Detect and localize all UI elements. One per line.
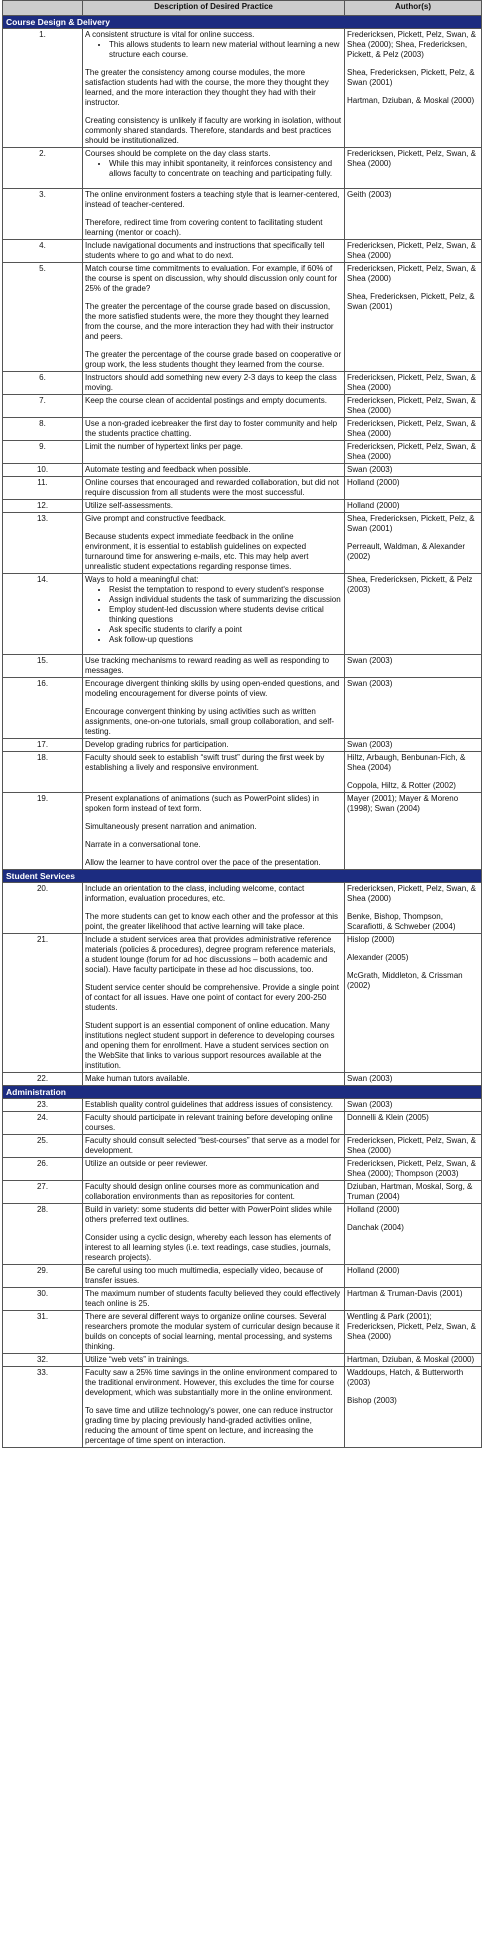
- table-row: [3, 739, 482, 752]
- practice-number: 15.: [3, 655, 83, 678]
- author-citation: Hartman, Dziuban, & Moskal (2000): [347, 1355, 475, 1364]
- author-citation: Benke, Bishop, Thompson, Scarafiotti, & Schweber (2004): [347, 912, 456, 931]
- practice-number: 17.: [3, 739, 83, 752]
- author-citation: Holland (2000): [347, 501, 400, 510]
- description-paragraph: Creating consistency is unlikely if faculty are working in isolation, without commonly shared standards. Therefore, standards and best practices should be institutionalized.: [85, 116, 342, 145]
- practice-authors: [345, 1265, 482, 1288]
- practice-description: [83, 372, 345, 395]
- author-citation: Coppola, Hiltz, & Rotter (2002): [347, 781, 456, 790]
- author-citation: Fredericksen, Pickett, Pelz, Swan, & Shea (2000): [347, 1136, 476, 1155]
- practice-authors: [345, 1288, 482, 1311]
- bullet-item: • Ask specific students to clarify a point: [109, 625, 342, 635]
- description-paragraph: Be careful using too much multimedia, especially video, because of transfer issues.: [85, 1266, 323, 1285]
- practice-description: [83, 739, 345, 752]
- description-paragraph: Encourage divergent thinking skills by using open-ended questions, and modeling encouragement for diverse points of view.: [85, 679, 340, 698]
- practice-authors: [345, 29, 482, 148]
- practice-number: 25.: [3, 1135, 83, 1158]
- author-citation: Swan (2003): [347, 465, 393, 474]
- practice-authors: [345, 574, 482, 655]
- practice-authors: [345, 1112, 482, 1135]
- practice-description: [83, 441, 345, 464]
- description-paragraph: Instructors should add something new every 2-3 days to keep the class moving.: [85, 373, 337, 392]
- section-heading-row: [3, 1086, 482, 1099]
- practice-authors: [345, 263, 482, 372]
- practice-description: [83, 1265, 345, 1288]
- practice-authors: [345, 500, 482, 513]
- practice-number: 22.: [3, 1073, 83, 1086]
- practice-description: [83, 1158, 345, 1181]
- table-row: [3, 1288, 482, 1311]
- practice-authors: [345, 1367, 482, 1448]
- description-paragraph: Student service center should be comprehensive. Provide a single point of contact for all issues. Have one point of contact for every 200-250 students.: [85, 983, 339, 1012]
- practice-authors: [345, 477, 482, 500]
- practice-number: 27.: [3, 1181, 83, 1204]
- practice-authors: [345, 441, 482, 464]
- section-heading: Course Design & Delivery: [3, 16, 482, 29]
- description-paragraph: Give prompt and constructive feedback.: [85, 514, 226, 523]
- practice-description: [83, 883, 345, 934]
- table-row: [3, 500, 482, 513]
- practice-description: [83, 1099, 345, 1112]
- practice-number: 26.: [3, 1158, 83, 1181]
- author-citation: Holland (2000): [347, 1266, 400, 1275]
- description-paragraph: Ways to hold a meaningful chat:: [85, 575, 199, 584]
- author-citation: Fredericksen, Pickett, Pelz, Swan, & Shea (2000): [347, 419, 476, 438]
- table-row: [3, 1158, 482, 1181]
- practice-number: 23.: [3, 1099, 83, 1112]
- practice-number: 6.: [3, 372, 83, 395]
- table-row: [3, 1204, 482, 1265]
- practice-description: [83, 1288, 345, 1311]
- practice-description: [83, 189, 345, 240]
- practice-authors: [345, 513, 482, 574]
- description-paragraph: The greater the percentage of the course grade based on cooperative or group work, the less students thought they learned from the course.: [85, 350, 342, 369]
- author-citation: Fredericksen, Pickett, Pelz, Swan, & Shea (2000): [347, 149, 476, 168]
- author-citation: McGrath, Middleton, & Crissman (2002): [347, 971, 463, 990]
- author-citation: Mayer (2001); Mayer & Moreno (1998); Swan (2004): [347, 794, 459, 813]
- table-row: [3, 263, 482, 372]
- practice-number: 24.: [3, 1112, 83, 1135]
- practices-table: [2, 0, 482, 1448]
- description-paragraph: Faculty should consult selected “best-courses” that serve as a model for development.: [85, 1136, 340, 1155]
- practice-authors: [345, 934, 482, 1073]
- practice-authors: [345, 148, 482, 189]
- section-heading: Student Services: [3, 870, 482, 883]
- description-paragraph: The greater the percentage of the course grade based on discussion, the more satisfied students were, the more they thought they learned from the course, and the more interaction they had with their instructor and peers.: [85, 302, 334, 341]
- author-citation: Bishop (2003): [347, 1396, 397, 1405]
- description-paragraph: Therefore, redirect time from covering content to facilitating student learning (mentor or coach).: [85, 218, 323, 237]
- table-row: [3, 395, 482, 418]
- practice-authors: [345, 1311, 482, 1354]
- description-paragraph: Because students expect immediate feedback in the online environment, it is essential to establish guidelines on expected turnaround time for answering e-mails, etc. This may help avert unrealistic student expectations regarding response times.: [85, 532, 309, 571]
- description-paragraph: The more students can get to know each other and the professor at this point, the greater likelihood that active learning will take place.: [85, 912, 339, 931]
- practice-description: [83, 1135, 345, 1158]
- practice-number: 28.: [3, 1204, 83, 1265]
- practice-description: [83, 263, 345, 372]
- practice-number: 3.: [3, 189, 83, 240]
- bullet-item: • While this may inhibit spontaneity, it reinforces consistency and allows faculty to concentrate on teaching and participating fully.: [109, 159, 342, 179]
- description-paragraph: Narrate in a conversational tone.: [85, 840, 201, 849]
- practices-document: [2, 0, 481, 1448]
- bullet-item: • Employ student-led discussion where students devise critical thinking questions: [109, 605, 342, 625]
- author-citation: Shea, Fredericksen, Pickett, Pelz, & Swan (2001): [347, 68, 475, 87]
- practice-number: 30.: [3, 1288, 83, 1311]
- author-citation: Alexander (2005): [347, 953, 409, 962]
- practice-number: 9.: [3, 441, 83, 464]
- author-citation: Hislop (2000): [347, 935, 395, 944]
- table-row: [3, 1265, 482, 1288]
- description-paragraph: A consistent structure is vital for online success.: [85, 30, 255, 39]
- description-paragraph: The greater the consistency among course modules, the more satisfaction students had with the course, the more they thought they learned, and the more interaction they thought they had with their instructor.: [85, 68, 329, 107]
- practice-number: 7.: [3, 395, 83, 418]
- table-row: [3, 148, 482, 189]
- table-row: [3, 29, 482, 148]
- description-paragraph: Online courses that encouraged and rewarded collaboration, but did not require discussion from all students were the most successful.: [85, 478, 339, 497]
- practice-description: [83, 500, 345, 513]
- description-paragraph: Use a non-graded icebreaker the first day to foster community and help the students practice chatting.: [85, 419, 338, 438]
- practice-description: [83, 1073, 345, 1086]
- table-row: [3, 678, 482, 739]
- practice-description: [83, 574, 345, 655]
- practice-description: [83, 418, 345, 441]
- practice-number: 21.: [3, 934, 83, 1073]
- author-citation: Swan (2003): [347, 740, 393, 749]
- description-paragraph: Establish quality control guidelines that address issues of consistency.: [85, 1100, 333, 1109]
- bullet-list: [85, 159, 342, 179]
- practice-description: [83, 29, 345, 148]
- author-citation: Fredericksen, Pickett, Pelz, Swan, & Shea (2000): [347, 373, 476, 392]
- author-citation: Fredericksen, Pickett, Pelz, Swan, & Shea (2000): [347, 241, 476, 260]
- description-paragraph: Include an orientation to the class, including welcome, contact information, evaluation procedures, etc.: [85, 884, 305, 903]
- description-paragraph: Make human tutors available.: [85, 1074, 190, 1083]
- description-paragraph: The maximum number of students faculty believed they could effectively teach online is 25.: [85, 1289, 341, 1308]
- author-citation: Fredericksen, Pickett, Pelz, Swan, & Shea (2000): [347, 442, 476, 461]
- practice-authors: [345, 1354, 482, 1367]
- practice-number: 12.: [3, 500, 83, 513]
- practice-description: [83, 793, 345, 870]
- description-paragraph: There are several different ways to organize online courses. Several researchers promote the modular system of curricular design because it builds on concepts of social learning, mental processing, and systems thinking.: [85, 1312, 340, 1351]
- table-body: [3, 16, 482, 1448]
- description-header: Description of Desired Practice: [83, 1, 345, 16]
- practice-number: 11.: [3, 477, 83, 500]
- practice-description: [83, 678, 345, 739]
- description-paragraph: Present explanations of animations (such as PowerPoint slides) in spoken form instead of text form.: [85, 794, 319, 813]
- practice-authors: [345, 464, 482, 477]
- table-row: [3, 1099, 482, 1112]
- practice-number: 18.: [3, 752, 83, 793]
- table-row: [3, 793, 482, 870]
- practice-authors: [345, 1181, 482, 1204]
- table-row: [3, 189, 482, 240]
- author-citation: Danchak (2004): [347, 1223, 404, 1232]
- practice-description: [83, 1181, 345, 1204]
- practice-number: 31.: [3, 1311, 83, 1354]
- practice-description: [83, 477, 345, 500]
- table-row: [3, 1354, 482, 1367]
- practice-description: [83, 1311, 345, 1354]
- practice-authors: [345, 1204, 482, 1265]
- practice-authors: [345, 189, 482, 240]
- table-row: [3, 655, 482, 678]
- practice-authors: [345, 739, 482, 752]
- practice-number: 19.: [3, 793, 83, 870]
- practice-authors: [345, 752, 482, 793]
- description-paragraph: Match course time commitments to evaluation. For example, if 60% of the course is spent on discussion, why should discussion only count for 25% of the grade?: [85, 264, 338, 293]
- description-paragraph: Consider using a cyclic design, whereby each lesson has elements of interest to all learning styles (i.e. text readings, case studies, journals, research projects).: [85, 1233, 331, 1262]
- practice-number: 10.: [3, 464, 83, 477]
- description-paragraph: Allow the learner to have control over the pace of the presentation.: [85, 858, 321, 867]
- description-paragraph: Encourage convergent thinking by using activities such as written assignments, one-on-one tutorials, small group collaboration, and self-testing.: [85, 707, 335, 736]
- author-citation: Fredericksen, Pickett, Pelz, Swan, & Shea (2000): [347, 396, 476, 415]
- table-row: [3, 1181, 482, 1204]
- description-paragraph: Faculty should design online courses more as communication and collaboration environments than as repositories for content.: [85, 1182, 319, 1201]
- author-citation: Fredericksen, Pickett, Pelz, Swan, & Shea (2000); Shea, Fredericksen, Pickett, & Pelz (2003): [347, 30, 476, 59]
- author-citation: Shea, Fredericksen, Pickett, Pelz, & Swan (2001): [347, 292, 475, 311]
- author-citation: Hartman & Truman-Davis (2001): [347, 1289, 463, 1298]
- author-citation: Swan (2003): [347, 1100, 393, 1109]
- practice-number: 4.: [3, 240, 83, 263]
- section-heading-row: [3, 16, 482, 29]
- description-paragraph: Faculty saw a 25% time savings in the online environment compared to the traditional environment. However, this excludes the time for course development, which was substantially more in the online environment.: [85, 1368, 338, 1397]
- table-row: [3, 1367, 482, 1448]
- table-row: [3, 934, 482, 1073]
- description-paragraph: Limit the number of hypertext links per page.: [85, 442, 243, 451]
- author-citation: Holland (2000): [347, 1205, 400, 1214]
- table-row: [3, 477, 482, 500]
- practice-authors: [345, 372, 482, 395]
- practice-number: 8.: [3, 418, 83, 441]
- table-row: [3, 883, 482, 934]
- table-row: [3, 240, 482, 263]
- practice-number: 14.: [3, 574, 83, 655]
- author-citation: Fredericksen, Pickett, Pelz, Swan, & Shea (2000): [347, 264, 476, 283]
- description-paragraph: Use tracking mechanisms to reward reading as well as responding to messages.: [85, 656, 330, 675]
- table-row: [3, 752, 482, 793]
- practice-number: 29.: [3, 1265, 83, 1288]
- author-citation: Swan (2003): [347, 656, 393, 665]
- practice-description: [83, 1112, 345, 1135]
- header-row: [3, 1, 482, 16]
- author-citation: Waddoups, Hatch, & Butterworth (2003): [347, 1368, 464, 1387]
- table-row: [3, 441, 482, 464]
- description-paragraph: Include a student services area that provides administrative reference materials (policies & procedures), degree program reference materials, a student lounge (forum for ad hoc discussions – both academic and social). Have faculty participate in these ad hoc discussions, too.: [85, 935, 336, 974]
- table-row: [3, 1112, 482, 1135]
- bullet-item: • This allows students to learn new material without learning a new structure each course.: [109, 40, 342, 60]
- description-paragraph: Keep the course clean of accidental postings and empty documents.: [85, 396, 327, 405]
- description-paragraph: Faculty should participate in relevant training before developing online courses.: [85, 1113, 333, 1132]
- bullet-list: [85, 40, 342, 60]
- author-citation: Hiltz, Arbaugh, Benbunan-Fich, & Shea (2004): [347, 753, 466, 772]
- author-citation: Shea, Fredericksen, Pickett, Pelz, & Swan (2001): [347, 514, 475, 533]
- practice-authors: [345, 883, 482, 934]
- bullet-list: [85, 585, 342, 645]
- practice-authors: [345, 1073, 482, 1086]
- description-paragraph: The online environment fosters a teaching style that is learner-centered, instead of teacher-centered.: [85, 190, 340, 209]
- bullet-item: • Assign individual students the task of summarizing the discussion: [109, 595, 342, 605]
- practice-authors: [345, 418, 482, 441]
- description-paragraph: Automate testing and feedback when possible.: [85, 465, 251, 474]
- table-row: [3, 1311, 482, 1354]
- bullet-item: • Resist the temptation to respond to every student's response: [109, 585, 342, 595]
- practice-description: [83, 752, 345, 793]
- author-citation: Dziuban, Hartman, Moskal, Sorg, & Truman (2004): [347, 1182, 473, 1201]
- practice-authors: [345, 655, 482, 678]
- table-row: [3, 464, 482, 477]
- practice-authors: [345, 678, 482, 739]
- author-citation: Perreault, Waldman, & Alexander (2002): [347, 542, 465, 561]
- author-citation: Fredericksen, Pickett, Pelz, Swan, & Shea (2000); Thompson (2003): [347, 1159, 476, 1178]
- practice-authors: [345, 1135, 482, 1158]
- author-citation: Geith (2003): [347, 190, 392, 199]
- description-paragraph: To save time and utilize technology's power, one can reduce instructor grading time by placing previously hand-graded activities online, reducing the amount of time spent on lecture, and increasing the percentage of time spent on interaction.: [85, 1406, 333, 1445]
- practice-number: 2.: [3, 148, 83, 189]
- table-row: [3, 513, 482, 574]
- practice-authors: [345, 395, 482, 418]
- practice-description: [83, 513, 345, 574]
- description-paragraph: Student support is an essential component of online education. Many institutions neglect student support in deference to developing courses and opening them for enrollment. Have a student services section on the WebSite that links to various support resources available at the institution.: [85, 1021, 335, 1070]
- section-heading: Administration: [3, 1086, 482, 1099]
- section-heading-row: [3, 870, 482, 883]
- practice-number: 16.: [3, 678, 83, 739]
- author-citation: Hartman, Dziuban, & Moskal (2000): [347, 96, 475, 105]
- table-row: [3, 372, 482, 395]
- authors-header: Author(s): [345, 1, 482, 16]
- practice-authors: [345, 1158, 482, 1181]
- table-row: [3, 1135, 482, 1158]
- practice-description: [83, 395, 345, 418]
- practice-number: 5.: [3, 263, 83, 372]
- table-row: [3, 418, 482, 441]
- author-citation: Holland (2000): [347, 478, 400, 487]
- author-citation: Fredericksen, Pickett, Pelz, Swan, & Shea (2000): [347, 884, 476, 903]
- author-citation: Swan (2003): [347, 1074, 393, 1083]
- description-paragraph: Utilize an outside or peer reviewer.: [85, 1159, 208, 1168]
- description-paragraph: Build in variety: some students did better with PowerPoint slides while others preferred text outlines.: [85, 1205, 332, 1224]
- description-paragraph: Utilize “web vets” in trainings.: [85, 1355, 190, 1364]
- practice-description: [83, 1367, 345, 1448]
- practice-number: 13.: [3, 513, 83, 574]
- number-header: [3, 1, 83, 16]
- author-citation: Donnelli & Klein (2005): [347, 1113, 429, 1122]
- bullet-item: • Ask follow-up questions: [109, 635, 342, 645]
- practice-description: [83, 934, 345, 1073]
- description-paragraph: Simultaneously present narration and animation.: [85, 822, 257, 831]
- practice-description: [83, 1204, 345, 1265]
- table-row: [3, 1073, 482, 1086]
- practice-authors: [345, 240, 482, 263]
- practice-authors: [345, 793, 482, 870]
- practice-number: 32.: [3, 1354, 83, 1367]
- author-citation: Wentling & Park (2001); Fredericksen, Pickett, Pelz, Swan, & Shea (2000): [347, 1312, 476, 1341]
- practice-number: 1.: [3, 29, 83, 148]
- description-paragraph: Include navigational documents and instructions that specifically tell students where to go and what to do next.: [85, 241, 325, 260]
- practice-description: [83, 240, 345, 263]
- table-row: [3, 574, 482, 655]
- description-paragraph: Develop grading rubrics for participation.: [85, 740, 229, 749]
- practice-description: [83, 655, 345, 678]
- practice-authors: [345, 1099, 482, 1112]
- practice-description: [83, 1354, 345, 1367]
- practice-description: [83, 148, 345, 189]
- practice-number: 33.: [3, 1367, 83, 1448]
- description-paragraph: Faculty should seek to establish “swift trust” during the first week by establishing a lively and responsive environment.: [85, 753, 325, 772]
- description-paragraph: Courses should be complete on the day class starts.: [85, 149, 271, 158]
- practice-description: [83, 464, 345, 477]
- author-citation: Swan (2003): [347, 679, 393, 688]
- practice-number: 20.: [3, 883, 83, 934]
- description-paragraph: Utilize self-assessments.: [85, 501, 174, 510]
- author-citation: Shea, Fredericksen, Pickett, & Pelz (2003): [347, 575, 473, 594]
